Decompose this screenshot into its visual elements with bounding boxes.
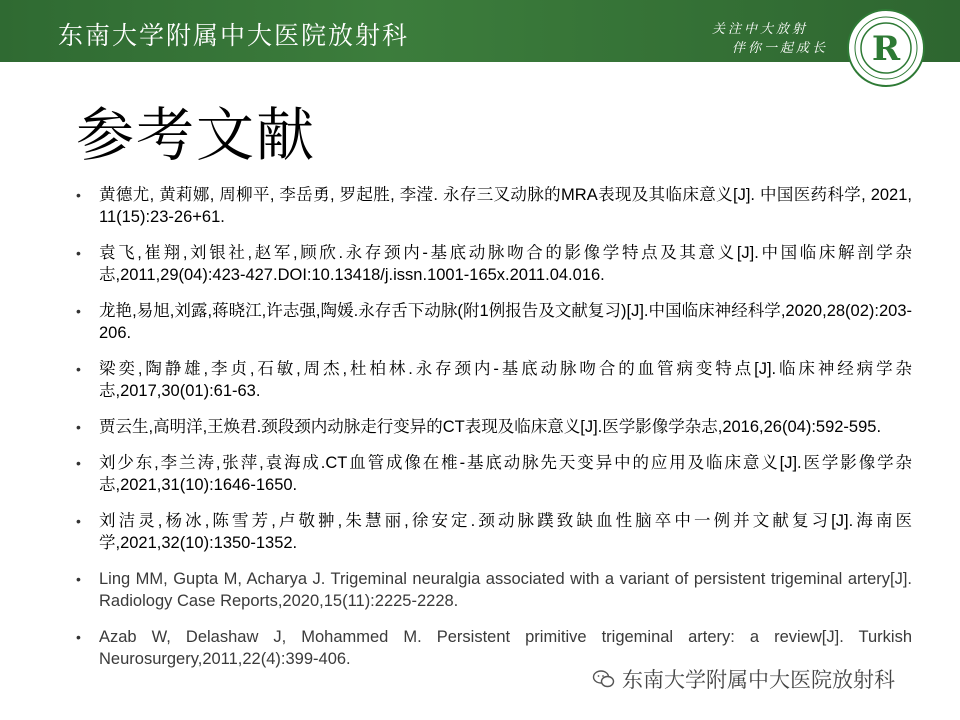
reference-item	[76, 300, 912, 344]
reference-text: 刘少东,李兰涛,张萍,袁海成.CT血管成像在椎-基底动脉先天变异中的应用及临床意义[J].医学影像学杂志,2021,31(10):1646-1650.	[99, 454, 912, 494]
hospital-logo-icon	[846, 8, 926, 88]
watermark-text: 东南大学附属中大医院放射科	[622, 668, 895, 692]
bullet-icon: •	[76, 303, 81, 319]
reference-text: Ling MM, Gupta M, Acharya J. Trigeminal neuralgia associated with a variant of persistent trigeminal artery[J]. Radiology Case Reports,2020,15(11):2225-2228.	[99, 570, 912, 610]
bullet-icon: •	[76, 513, 81, 529]
reference-item	[76, 416, 912, 438]
bullet-icon: •	[76, 245, 81, 261]
slogan-line-2: 伴你一起成长	[732, 41, 829, 56]
reference-item	[76, 568, 912, 612]
reference-text: 黄德尤, 黄莉娜, 周柳平, 李岳勇, 罗起胜, 李滢. 永存三叉动脉的MRA表现及其临床意义[J]. 中国医药科学, 2021, 11(15):23-26+61.	[99, 186, 912, 226]
reference-text: Azab W, Delashaw J, Mohammed M. Persistent primitive trigeminal artery: a review[J]. Turkish Neurosurgery,2011,22(4):399-406.	[99, 628, 912, 668]
reference-item	[76, 510, 912, 554]
reference-item	[76, 358, 912, 402]
reference-item	[76, 452, 912, 496]
bullet-icon: •	[76, 629, 81, 645]
reference-text: 龙艳,易旭,刘露,蒋晓江,许志强,陶媛.永存舌下动脉(附1例报告及文献复习)[J].中国临床神经科学,2020,28(02):203-206.	[99, 302, 912, 342]
page-title: 参考文献	[76, 101, 317, 169]
slogan-line-1: 关注中大放射	[712, 22, 809, 37]
reference-item	[76, 184, 912, 228]
bullet-icon: •	[76, 571, 81, 587]
bullet-icon: •	[76, 455, 81, 471]
wechat-watermark	[590, 664, 897, 694]
reference-text: 刘洁灵,杨冰,陈雪芳,卢敬翀,朱慧丽,徐安定.颈动脉蹼致缺血性脑卒中一例并文献复习[J].海南医学,2021,32(10):1350-1352.	[99, 512, 912, 552]
reference-text: 贾云生,高明洋,王焕君.颈段颈内动脉走行变异的CT表现及临床意义[J].医学影像学杂志,2016,26(04):592-595.	[99, 418, 882, 436]
header-title: 东南大学附属中大医院放射科	[58, 21, 410, 50]
reference-item	[76, 242, 912, 286]
bullet-icon: •	[76, 361, 81, 377]
reference-text: 梁奕,陶静雄,李贞,石敏,周杰,杜柏林.永存颈内-基底动脉吻合的血管病变特点[J].临床神经病学杂志,2017,30(01):61-63.	[99, 360, 912, 400]
reference-text: 袁飞,崔翔,刘银社,赵军,顾欣.永存颈内-基底动脉吻合的影像学特点及其意义[J].中国临床解剖学杂志,2011,29(04):423-427.DOI:10.13418/j.issn.1001-165x.2011.04.016.	[99, 244, 912, 284]
header-bar	[0, 0, 960, 62]
bullet-icon: •	[76, 187, 81, 203]
reference-list	[76, 184, 912, 684]
logo-letter: R	[871, 29, 901, 69]
bullet-icon: •	[76, 419, 81, 435]
wechat-icon	[592, 667, 616, 691]
